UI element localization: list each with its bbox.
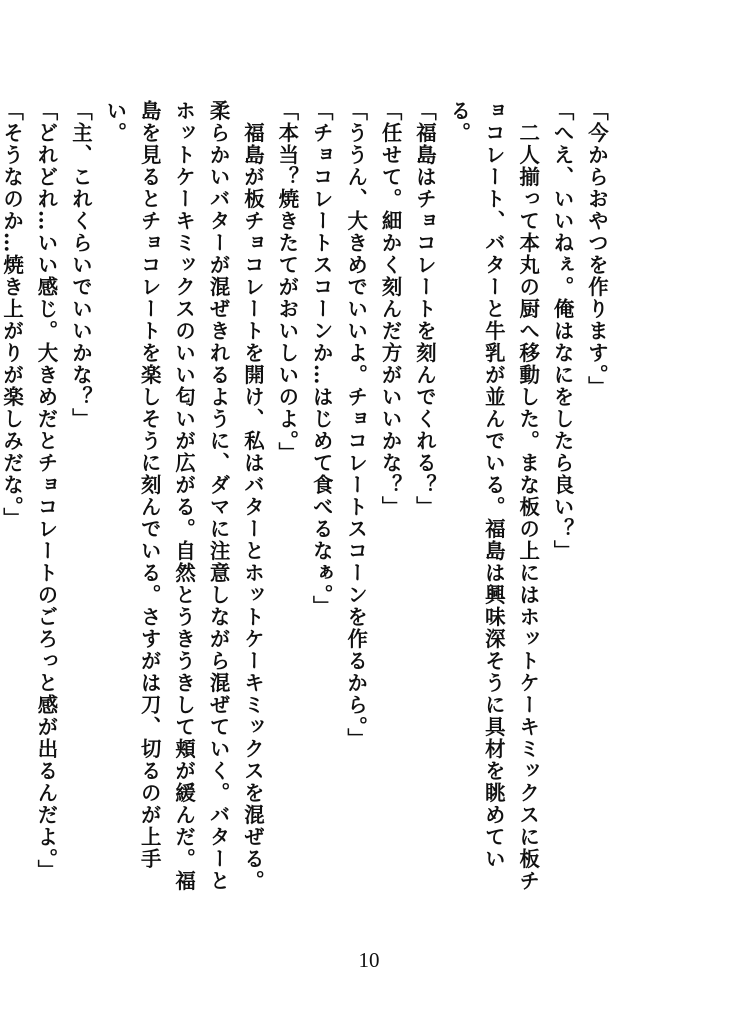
text-line-5: 「任せて。細かく刻んだ方がいいかな？」: [378, 100, 403, 518]
text-line-1: 「今からおやつを作ります。」: [585, 100, 609, 398]
text-line-8: 「本当？焼きたてがおいしいのよ。」: [275, 100, 300, 464]
text-line-4: 「福島はチョコレートを刻んでくれる？」: [412, 100, 437, 518]
page-number: 10: [358, 948, 380, 972]
text-line-9: 福島が板チョコレートを開け、私はバターとホットケーキミックスを混ぜる。柔らかいバターが混ぜきれるように、ダマに注意しながら混ぜていく。バターとホットケーキミックスのいい匂いが広がる。自然とうきうきして頬が緩んだ。福島を見るとチョコレートを楽しそうに刻んでいる。さすがは刀、切るのが上手い。: [103, 100, 265, 892]
text-line-10: 「主、これくらいでいいかな？」: [68, 100, 93, 430]
vertical-text-block: [0, 100, 614, 900]
text-line-2: 「へえ、いいねぇ。俺はなにをしたら良い？」: [550, 100, 575, 562]
text-line-3: 二人揃って本丸の厨へ移動した。まな板の上にはホットケーキミックスに板チョコレート、バターと牛乳が並んでいる。福島は興味深そうに具材を眺めている。: [447, 100, 541, 892]
text-line-6: 「ううん、大きめでいいよ。チョコレートスコーンを作るから。」: [344, 100, 369, 750]
text-line-7: 「チョコレートスコーンか…はじめて食べるなぁ。」: [309, 100, 334, 618]
text-line-11: 「どれどれ…いい感じ。大きめだとチョコレートのごろっと感が出るんだよ。」: [34, 100, 59, 882]
text-line-12: 「そうなのか…焼き上がりが楽しみだな。」: [0, 100, 25, 530]
